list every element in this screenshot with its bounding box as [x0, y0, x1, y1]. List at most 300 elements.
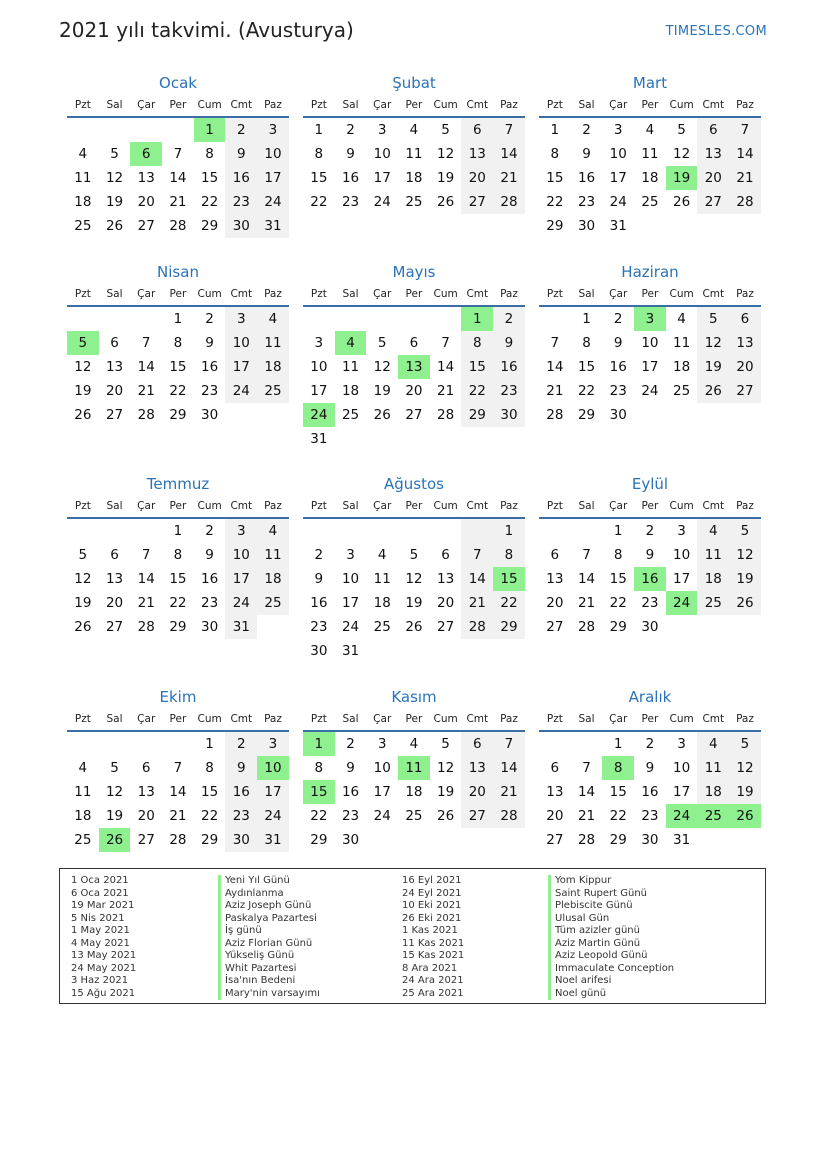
day-cell: 23	[225, 190, 257, 214]
empty-cell	[398, 307, 430, 331]
legend-date: 1 May 2021	[71, 925, 130, 936]
holiday-day: 1	[461, 307, 493, 331]
weekday-label: Cmt	[702, 99, 725, 111]
day-cell: 10	[373, 146, 391, 162]
day-cell: 30	[310, 643, 328, 659]
day-cell: 20	[461, 166, 493, 190]
day-cell: 5	[729, 732, 761, 756]
holiday-day: 8	[602, 756, 634, 780]
weekday-label: Per	[169, 99, 187, 111]
weekday-label: Pzt	[310, 99, 327, 111]
weekday-header	[539, 495, 761, 519]
day-cell: 11	[257, 543, 289, 567]
day-cell: 28	[437, 407, 455, 423]
day-cell: 27	[461, 190, 493, 214]
legend-holiday-name: Aziz Joseph Günü	[218, 900, 320, 913]
month-11	[303, 686, 525, 852]
weekday-label: Cum	[197, 713, 222, 725]
day-cell: 5	[697, 307, 729, 331]
day-cell: 24	[373, 194, 391, 210]
day-cell: 2	[582, 122, 591, 138]
day-cell: 19	[105, 808, 124, 824]
day-cell: 30	[577, 218, 596, 234]
day-cell: 9	[613, 335, 623, 351]
day-cell: 23	[577, 194, 596, 210]
holiday-day: 26	[729, 804, 761, 828]
day-cell: 25	[74, 832, 92, 848]
legend-names-left	[218, 875, 320, 1000]
day-cell: 21	[577, 808, 596, 824]
weekday-label: Çar	[373, 713, 392, 725]
legend-date: 1 Oca 2021	[71, 875, 129, 886]
day-cell: 21	[461, 591, 493, 615]
day-cell: 10	[609, 146, 627, 162]
day-cell: 18	[697, 780, 729, 804]
day-cell: 14	[169, 784, 187, 800]
day-cell: 11	[697, 543, 729, 567]
day-cell: 15	[461, 355, 493, 379]
day-cell: 21	[137, 595, 155, 611]
day-cell: 21	[546, 383, 564, 399]
day-cell: 15	[169, 359, 187, 375]
day-cell: 29	[493, 615, 525, 639]
weekday-label: Sal	[106, 288, 123, 300]
day-cell: 18	[697, 567, 729, 591]
weekday-label: Pzt	[310, 500, 327, 512]
month-name: Mart	[632, 74, 668, 92]
weekday-label: Per	[405, 288, 423, 300]
day-cell: 23	[310, 619, 328, 635]
legend-holiday-name: Noel arifesi	[548, 975, 674, 988]
day-cell: 4	[697, 519, 729, 543]
weekday-label: Paz	[500, 99, 518, 111]
empty-cell	[99, 732, 131, 756]
day-cell: 5	[441, 736, 450, 752]
day-cell: 3	[225, 307, 257, 331]
day-grid	[539, 732, 761, 852]
day-cell: 10	[225, 543, 257, 567]
legend-dates-left	[71, 875, 136, 1000]
day-cell: 24	[257, 190, 289, 214]
day-cell: 19	[437, 170, 455, 186]
day-cell: 14	[169, 170, 187, 186]
day-cell: 9	[205, 547, 214, 563]
day-cell: 7	[173, 760, 183, 776]
empty-cell	[430, 519, 462, 543]
legend-holiday-name: Tüm azizler günü	[548, 925, 674, 938]
day-cell: 18	[341, 383, 360, 399]
day-cell: 5	[377, 335, 387, 351]
day-cell: 12	[437, 146, 455, 162]
weekday-label: Per	[405, 713, 423, 725]
legend-date: 1 Kas 2021	[402, 925, 458, 936]
weekday-label: Çar	[609, 500, 628, 512]
legend-date: 11 Kas 2021	[402, 937, 465, 949]
day-cell: 17	[257, 166, 289, 190]
day-cell: 14	[577, 784, 596, 800]
day-cell: 24	[373, 808, 391, 824]
day-cell: 1	[582, 311, 591, 327]
day-cell: 28	[137, 619, 155, 635]
day-cell: 28	[493, 190, 525, 214]
day-cell: 8	[493, 543, 525, 567]
month-name: Ocak	[159, 74, 197, 92]
day-cell: 16	[641, 784, 659, 800]
day-cell: 31	[609, 218, 627, 234]
day-cell: 26	[405, 619, 423, 635]
day-cell: 21	[169, 194, 187, 210]
legend-holiday-name: Immaculate Conception	[548, 963, 674, 976]
legend-holiday-name: Plebiscite Günü	[548, 900, 674, 913]
empty-cell	[99, 519, 131, 543]
day-cell: 17	[373, 170, 391, 186]
month-7	[67, 473, 289, 639]
weekday-label: Çar	[373, 99, 392, 111]
day-cell: 9	[493, 331, 525, 355]
empty-cell	[130, 118, 162, 142]
weekday-header	[67, 283, 289, 307]
day-cell: 21	[577, 595, 596, 611]
holiday-day: 3	[634, 307, 666, 331]
day-cell: 18	[673, 359, 691, 375]
day-cell: 9	[346, 760, 355, 776]
day-cell: 24	[641, 383, 659, 399]
day-cell: 22	[169, 595, 187, 611]
day-cell: 11	[341, 359, 360, 375]
day-cell: 11	[74, 784, 92, 800]
weekday-header	[303, 708, 525, 732]
month-name: Şubat	[392, 74, 436, 92]
empty-cell	[571, 732, 603, 756]
legend-date: 19 Mar 2021	[71, 900, 135, 911]
weekday-label: Cum	[669, 99, 694, 111]
day-cell: 28	[577, 619, 596, 635]
day-cell: 4	[409, 122, 419, 138]
day-cell: 7	[729, 118, 761, 142]
day-cell: 16	[493, 355, 525, 379]
day-cell: 5	[78, 547, 88, 563]
day-cell: 25	[697, 591, 729, 615]
holiday-day: 11	[398, 756, 430, 780]
weekday-label: Paz	[500, 288, 518, 300]
day-cell: 27	[405, 407, 423, 423]
day-cell: 4	[697, 732, 729, 756]
weekday-label: Cmt	[466, 500, 489, 512]
day-cell: 9	[225, 756, 257, 780]
day-cell: 4	[409, 736, 419, 752]
empty-cell	[67, 118, 99, 142]
weekday-label: Paz	[736, 99, 754, 111]
weekday-label: Sal	[578, 99, 595, 111]
day-cell: 5	[677, 122, 686, 138]
legend-date: 6 Oca 2021	[71, 887, 129, 899]
day-cell: 6	[550, 547, 560, 563]
legend-date: 25 Ara 2021	[402, 987, 464, 999]
day-cell: 14	[437, 359, 455, 375]
day-cell: 11	[641, 146, 659, 162]
holiday-day: 16	[634, 567, 666, 591]
day-cell: 18	[74, 194, 92, 210]
empty-cell	[366, 519, 398, 543]
holiday-day: 24	[666, 591, 698, 615]
month-name: Temmuz	[146, 475, 210, 493]
day-cell: 24	[257, 804, 289, 828]
day-cell: 17	[341, 595, 360, 611]
day-cell: 7	[493, 118, 525, 142]
day-cell: 18	[405, 784, 423, 800]
legend-holiday-name: Yeni Yıl Günü	[218, 875, 320, 888]
day-cell: 1	[613, 736, 623, 752]
day-cell: 15	[201, 170, 219, 186]
day-cell: 20	[137, 808, 155, 824]
day-cell: 1	[314, 122, 324, 138]
day-cell: 14	[493, 756, 525, 780]
legend-date: 24 May 2021	[71, 962, 137, 974]
empty-cell	[571, 519, 603, 543]
day-cell: 2	[346, 122, 355, 138]
day-grid	[67, 519, 289, 639]
day-cell: 30	[225, 828, 257, 852]
day-cell: 10	[673, 547, 691, 563]
day-cell: 2	[346, 736, 355, 752]
legend-date: 4 May 2021	[71, 937, 130, 949]
month-5	[303, 261, 525, 451]
day-cell: 25	[257, 591, 289, 615]
legend-holiday-name: Saint Rupert Günü	[548, 888, 674, 901]
weekday-label: Cmt	[230, 500, 253, 512]
day-cell: 19	[105, 194, 124, 210]
day-cell: 7	[550, 335, 560, 351]
day-cell: 9	[205, 335, 214, 351]
day-cell: 21	[493, 166, 525, 190]
day-cell: 15	[201, 784, 219, 800]
day-cell: 6	[110, 547, 119, 563]
day-cell: 15	[609, 571, 627, 587]
month-6	[539, 261, 761, 427]
day-cell: 9	[314, 571, 324, 587]
day-cell: 10	[310, 359, 328, 375]
empty-cell	[130, 519, 162, 543]
empty-cell	[67, 519, 99, 543]
empty-cell	[430, 307, 462, 331]
day-cell: 16	[341, 784, 360, 800]
weekday-label: Per	[405, 500, 423, 512]
day-grid	[67, 118, 289, 238]
day-cell: 17	[225, 355, 257, 379]
day-cell: 29	[310, 832, 328, 848]
weekday-label: Cmt	[466, 713, 489, 725]
day-cell: 27	[546, 832, 564, 848]
holiday-day: 24	[666, 804, 698, 828]
day-cell: 19	[74, 383, 92, 399]
day-cell: 5	[441, 122, 450, 138]
day-cell: 25	[257, 379, 289, 403]
weekday-label: Cum	[197, 99, 222, 111]
legend-date: 10 Eki 2021	[402, 900, 462, 911]
empty-cell	[366, 307, 398, 331]
day-cell: 13	[105, 571, 124, 587]
day-cell: 3	[257, 118, 289, 142]
day-cell: 13	[137, 170, 155, 186]
day-cell: 29	[201, 832, 219, 848]
day-cell: 17	[673, 571, 691, 587]
day-cell: 6	[697, 118, 729, 142]
day-cell: 12	[105, 170, 124, 186]
day-cell: 17	[225, 567, 257, 591]
day-cell: 27	[137, 832, 155, 848]
weekday-label: Paz	[264, 500, 282, 512]
day-cell: 31	[225, 615, 257, 639]
weekday-header	[303, 94, 525, 118]
weekday-label: Per	[405, 99, 423, 111]
day-cell: 24	[225, 379, 257, 403]
day-cell: 2	[613, 311, 623, 327]
day-cell: 17	[641, 359, 659, 375]
empty-cell	[539, 732, 571, 756]
legend-date: 8 Ara 2021	[402, 962, 458, 974]
day-cell: 21	[729, 166, 761, 190]
empty-cell	[539, 307, 571, 331]
day-cell: 24	[341, 619, 360, 635]
day-cell: 4	[78, 146, 88, 162]
day-cell: 30	[609, 407, 627, 423]
day-cell: 22	[609, 808, 627, 824]
empty-cell	[130, 307, 162, 331]
day-cell: 3	[257, 732, 289, 756]
weekday-label: Çar	[373, 288, 392, 300]
day-cell: 3	[613, 122, 623, 138]
day-cell: 16	[225, 780, 257, 804]
weekday-label: Paz	[736, 713, 754, 725]
day-grid	[539, 519, 761, 639]
weekday-label: Cmt	[230, 288, 253, 300]
legend-holiday-name: İş günü	[218, 925, 320, 938]
legend-date: 15 Ağu 2021	[71, 987, 136, 999]
day-cell: 17	[373, 784, 391, 800]
month-3	[539, 72, 761, 238]
day-cell: 8	[613, 547, 623, 563]
day-cell: 4	[645, 122, 655, 138]
legend-holiday-name: Yükseliş Günü	[218, 950, 320, 963]
weekday-label: Çar	[609, 99, 628, 111]
legend-holiday-name: Aydınlanma	[218, 888, 320, 901]
month-name: Nisan	[157, 263, 199, 281]
day-cell: 27	[697, 190, 729, 214]
day-cell: 25	[341, 407, 360, 423]
day-grid	[303, 519, 525, 663]
weekday-label: Çar	[137, 500, 156, 512]
day-cell: 6	[461, 732, 493, 756]
day-cell: 10	[257, 142, 289, 166]
day-cell: 15	[577, 359, 596, 375]
day-cell: 22	[310, 808, 328, 824]
month-4	[67, 261, 289, 427]
weekday-header	[303, 495, 525, 519]
day-cell: 23	[201, 383, 219, 399]
legend-holiday-name: İsa'nın Bedeni	[218, 975, 320, 988]
day-cell: 30	[201, 619, 219, 635]
day-cell: 3	[346, 547, 355, 563]
holiday-day: 6	[130, 142, 162, 166]
day-cell: 2	[645, 736, 655, 752]
day-cell: 25	[373, 619, 391, 635]
day-cell: 27	[105, 619, 124, 635]
day-cell: 16	[609, 359, 627, 375]
day-cell: 8	[205, 760, 214, 776]
day-cell: 9	[645, 760, 655, 776]
weekday-label: Cmt	[230, 713, 253, 725]
day-cell: 26	[437, 808, 455, 824]
day-cell: 18	[373, 595, 391, 611]
legend-holiday-name: Ulusal Gün	[548, 913, 674, 926]
day-cell: 15	[546, 170, 564, 186]
weekday-label: Pzt	[74, 500, 91, 512]
day-cell: 7	[173, 146, 183, 162]
weekday-label: Cmt	[466, 288, 489, 300]
site-link[interactable]: TIMESLES.COM	[665, 24, 767, 39]
day-cell: 12	[74, 571, 92, 587]
day-cell: 12	[437, 760, 455, 776]
weekday-label: Pzt	[74, 713, 91, 725]
weekday-label: Per	[641, 713, 659, 725]
empty-cell	[99, 307, 131, 331]
weekday-label: Pzt	[546, 713, 563, 725]
day-cell: 18	[257, 567, 289, 591]
day-cell: 25	[673, 383, 691, 399]
month-9	[539, 473, 761, 639]
weekday-label: Cmt	[702, 288, 725, 300]
day-cell: 30	[493, 403, 525, 427]
day-cell: 30	[641, 832, 659, 848]
day-cell: 31	[257, 828, 289, 852]
empty-cell	[335, 307, 367, 331]
day-cell: 17	[673, 784, 691, 800]
legend-date: 26 Eki 2021	[402, 912, 462, 924]
weekday-label: Pzt	[74, 288, 91, 300]
day-cell: 13	[729, 331, 761, 355]
weekday-label: Per	[169, 288, 187, 300]
day-cell: 2	[225, 732, 257, 756]
month-8	[303, 473, 525, 663]
day-grid	[67, 307, 289, 427]
day-cell: 8	[314, 146, 324, 162]
weekday-header	[67, 708, 289, 732]
day-cell: 19	[697, 355, 729, 379]
day-cell: 18	[257, 355, 289, 379]
day-cell: 16	[201, 359, 219, 375]
month-name: Kasım	[391, 688, 437, 706]
day-cell: 19	[373, 383, 391, 399]
empty-cell	[335, 519, 367, 543]
weekday-label: Çar	[609, 713, 628, 725]
empty-cell	[67, 307, 99, 331]
day-cell: 20	[437, 595, 455, 611]
day-cell: 13	[546, 784, 564, 800]
day-cell: 8	[173, 335, 183, 351]
day-cell: 6	[441, 547, 450, 563]
legend-holiday-name: Paskalya Pazartesi	[218, 913, 320, 926]
empty-cell	[130, 732, 162, 756]
day-grid	[67, 732, 289, 852]
day-cell: 8	[173, 547, 183, 563]
day-cell: 16	[310, 595, 328, 611]
day-cell: 9	[225, 142, 257, 166]
day-cell: 23	[609, 383, 627, 399]
day-cell: 30	[201, 407, 219, 423]
day-cell: 1	[613, 523, 623, 539]
empty-cell	[539, 519, 571, 543]
day-cell: 31	[257, 214, 289, 238]
